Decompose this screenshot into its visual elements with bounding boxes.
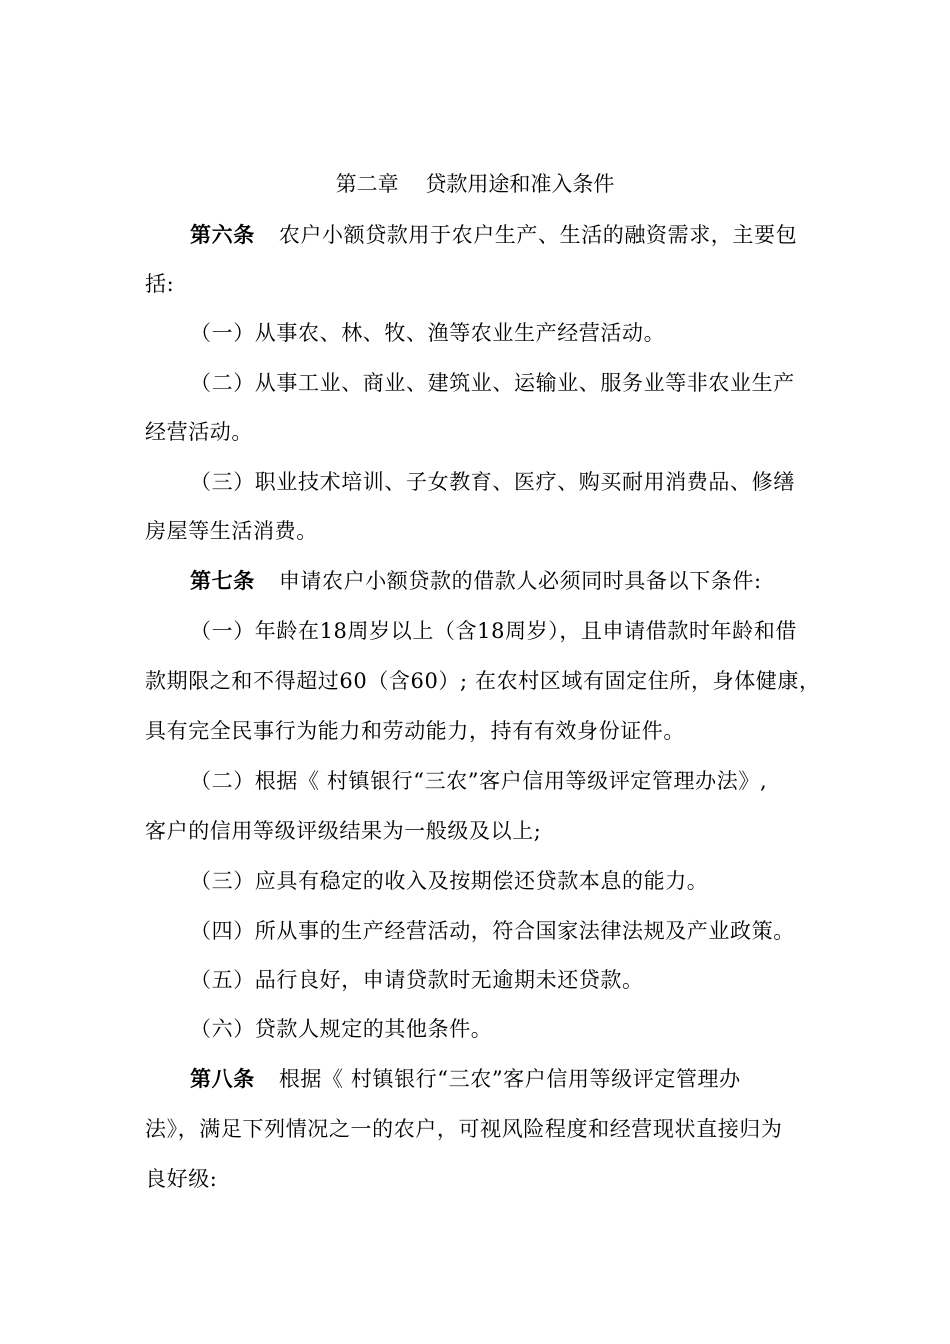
article-6-line-2: 括: [145, 272, 175, 296]
article-7-text-1: 申请农户小额贷款的借款人必须同时具备以下条件: [278, 569, 762, 593]
article-6-number: 第六条 [190, 223, 255, 247]
article-7-item-3: （三）应具有稳定的收入及按期偿还贷款本息的能力。 [190, 869, 709, 893]
article-7-item-1-line-2: 款期限之和不得超过60（含60）; 在农村区域有固定住所，身体健康， [145, 669, 821, 693]
article-6-item-2-line-2: 经营活动。 [145, 420, 253, 444]
article-7-item-2-line-2: 客户的信用等级评级结果为一般级及以上; [145, 819, 542, 843]
chapter-title: 第二章 贷款用途和准入条件 [335, 172, 615, 196]
article-7-item-4: （四）所从事的生产经营活动，符合国家法律法规及产业政策。 [190, 919, 795, 943]
article-7-line-1 [190, 565, 810, 597]
article-7-item-1-line-1: （一）年龄在18周岁以上（含18周岁），且申请借款时年龄和借 [190, 619, 797, 643]
article-7-item-2-line-1: （二）根据《 村镇银行“三农”客户信用等级评定管理办法》, [190, 769, 768, 793]
article-6-item-3-line-2: 房屋等生活消费。 [145, 519, 318, 543]
article-8-number: 第八条 [190, 1067, 255, 1091]
article-7-item-5: （五）品行良好，申请贷款时无逾期未还贷款。 [190, 968, 644, 992]
article-8-line-2: 法》，满足下列情况之一的农户，可视风险程度和经营现状直接归为 [145, 1117, 783, 1141]
article-7-item-6: （六）贷款人规定的其他条件。 [190, 1017, 493, 1041]
article-6-item-3-line-1: （三）职业技术培训、子女教育、医疗、购买耐用消费品、修缮 [190, 470, 795, 494]
article-8-line-1 [190, 1063, 810, 1095]
article-6-item-2-line-1: （二）从事工业、商业、建筑业、运输业、服务业等非农业生产 [190, 371, 795, 395]
article-7-number: 第七条 [190, 569, 255, 593]
article-7-item-1-line-3: 具有完全民事行为能力和劳动能力，持有有效身份证件。 [145, 719, 685, 743]
article-6-line-1 [190, 219, 810, 251]
article-6-item-1: （一）从事农、林、牧、渔等农业生产经营活动。 [190, 321, 666, 345]
article-8-text-1: 根据《 村镇银行“三农”客户信用等级评定管理办 [278, 1067, 741, 1091]
article-8-line-3: 良好级: [145, 1167, 218, 1191]
article-6-text-1: 农户小额贷款用于农户生产、生活的融资需求，主要包 [278, 223, 798, 247]
